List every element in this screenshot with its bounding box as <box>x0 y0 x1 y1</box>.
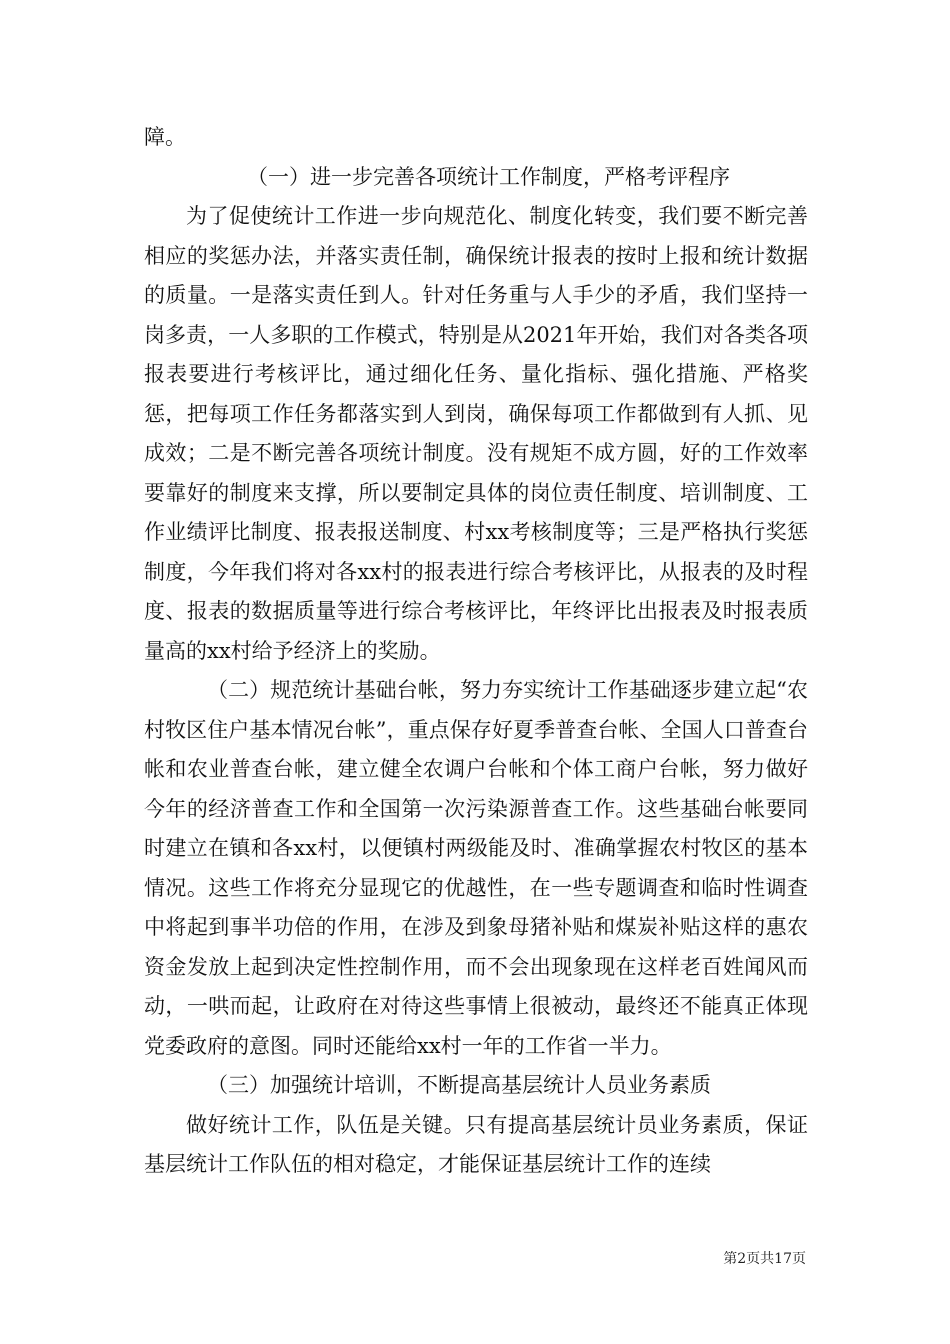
document-body <box>144 118 808 1185</box>
section-heading-1: （一）进一步完善各项统计工作制度，严格考评程序 <box>247 164 730 189</box>
page-number-footer: 第2页共17页 <box>723 1251 806 1267</box>
paragraph-continuation: 障。 <box>144 125 186 149</box>
section-heading-2-paragraph: （二）规范统计基础台帐，努力夯实统计工作基础逐步建立起“农村牧区住户基本情况台帐”，重点保存好夏季普查台帐、全国人口普查台帐和农业普查台帐，建立健全农调户台帐和个体工商户台帐，努力做好今年的经济普查工作和全国第一次污染源普查工作。这些基础台帐要同时建立在镇和各xx村，以便镇村两级能及时、准确掌握农村牧区的基本情况。这些工作将充分显现它的优越性，在一些专题调查和临时性调查中将起到事半功倍的作用，在涉及到象母猪补贴和煤炭补贴这样的惠农资金发放上起到决定性控制作用，而不会出现象现在这样老百姓闻风而动，一哄而起，让政府在对待这些事情上很被动，最终还不能真正体现党委政府的意图。同时还能给xx村一年的工作省一半力。 <box>144 678 808 1058</box>
paragraph-1: 为了促使统计工作进一步向规范化、制度化转变，我们要不断完善相应的奖惩办法，并落实责任制，确保统计报表的按时上报和统计数据的质量。一是落实责任到人。针对任务重与人手少的矛盾，我们坚持一岗多责，一人多职的工作模式，特别是从2021年开始，我们对各类各项报表要进行考核评比，通过细化任务、量化指标、强化措施、严格奖惩，把每项工作任务都落实到人到岗，确保每项工作都做到有人抓、见成效；二是不断完善各项统计制度。没有规矩不成方圆，好的工作效率要靠好的制度来支撑，所以要制定具体的岗位责任制度、培训制度、工作业绩评比制度、报表报送制度、村xx考核制度等；三是严格执行奖惩制度，今年我们将对各xx村的报表进行综合考核评比，从报表的及时程度、报表的数据质量等进行综合考核评比，年终评比出报表及时报表质量高的xx村给予经济上的奖励。 <box>144 204 808 663</box>
paragraph-3: 做好统计工作，队伍是关键。只有提高基层统计员业务素质，保证基层统计工作队伍的相对稳定，才能保证基层统计工作的连续 <box>144 1112 808 1176</box>
section-heading-3: （三）加强统计培训，不断提高基层统计人员业务素质 <box>207 1073 711 1097</box>
